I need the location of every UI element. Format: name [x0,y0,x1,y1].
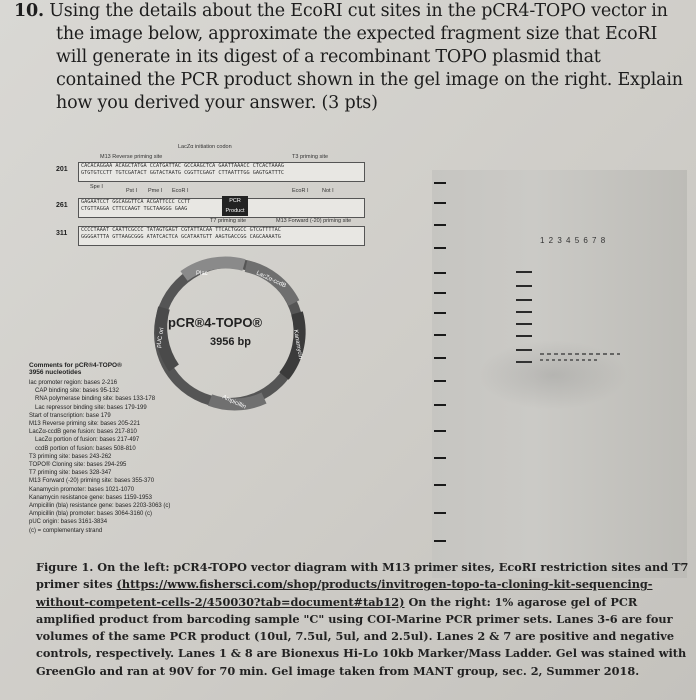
lacz-initiation-label: LacZα initiation codon [178,144,232,150]
t7-priming-label: T7 priming site [210,218,247,224]
comment-line: M13 Forward (-20) priming site: bases 355-370 [29,478,155,485]
comment-line: Ampicillin (bla) resistance gene: bases 2203-3063 (c) [29,503,171,510]
seq-row-number: 201 [56,166,68,173]
seq-line: CCCCTAAAT CAATTCGCCC TATAGTGAGT CGTATTACAA TTCACTGGCC GTCGTTTTAC [81,227,281,233]
comment-line: Start of transcription: base 179 [29,412,111,419]
question-text [14,0,690,115]
comment-line: RNA polymerase binding site: bases 133-178 [35,396,156,403]
comment-line: TOPO® Cloning site: bases 294-295 [29,462,127,469]
lane-numbers: 1 2 3 4 5 6 7 8 [540,236,607,245]
figure-caption [36,559,690,680]
site-label: Pst I [126,188,138,194]
site-label: Pme I [148,188,163,194]
sequence-row [78,162,365,182]
comment-line: M13 Reverse priming site: bases 205-221 [29,421,141,428]
plac-arc [184,262,244,276]
comment-line: T7 priming site: bases 328-347 [29,470,112,477]
question-body: Using the details about the EcoRI cut sites in the pCR4-TOPO vector in the image below, approximate the expected fragment size that EcoRI will generate in its digest of a recombinant TOPO plasmid that contained the PCR product shown in the gel image on the right. Explain how you derived your answer. (3 pts) [49,1,683,113]
vector-map [29,140,365,570]
plasmid-name: pCR®4-TOPO® [168,315,263,330]
comments-subtitle: 3956 nucleotides [29,369,82,376]
lacz-ccdb-label: LacZα-ccdB [255,270,287,290]
question-number: 10. [14,1,44,21]
comment-line: LacZα portion of fusion: bases 217-497 [35,437,140,444]
comment-line: ccdB portion of fusion: bases 508-810 [35,445,136,452]
caption-rest: On the right: 1% agarose gel of PCR amplified product from barcoding sample "C" using COI-Marine PCR primer sets. Lanes 3-6 are four volumes of the same PCR product (10ul, 7.5ul, 5ul, and 2.5ul). Lanes 2 & 7 are positive and negative controls, respectively. Lanes 1 & 8 are Bionexus Hi-Lo 10kb Marker/Mass Ladder. Gel was stained with GreenGlo and ran at 90V for 70 min. Gel image taken from MANT group, sec. 2, Summer 2018. [36,594,687,678]
seq-row-number: 311 [56,230,68,237]
t3-priming-label: T3 priming site [292,154,329,160]
gel-smear [478,340,628,410]
plac-label: Plac [196,271,208,277]
ampicillin-label: Ampicillin [221,394,247,411]
comments-block [29,362,229,535]
seq-line: GGGGATTTA GTTAAGCGGG ATATCACTCA GCATAATGTT AAGTGACCGG CAGCAAAATG [81,234,281,240]
pcr-product-box [222,196,248,216]
caption-link[interactable]: (https://www.fishersci.com/shop/products/invitrogen-topo-ta-cloning-kit-sequencing-without-competent-cells-2/450030?tab=document#tab12) [36,577,653,609]
comment-line: Ampicillin (bla) promoter: bases 3064-3160 (c) [29,511,153,518]
sequence-row [78,226,365,246]
comment-line: CAP binding site: bases 95-132 [35,388,119,395]
seq-row-number: 261 [56,202,68,209]
comment-line: Lac repressor binding site: bases 179-199 [35,404,147,411]
lacz-ccdb-arc [246,266,294,303]
comment-line: T3 priming site: bases 243-262 [29,453,112,460]
kanamycin-label: Kanamycin [292,329,304,360]
comment-line: Kanamycin resistance gene: bases 1159-1953 [29,494,152,501]
comment-line: (c) = complementary strand [29,527,103,534]
ecori-site-label: EcoR I [292,188,309,194]
comments-title: Comments for pCR®4-TOPO® [29,362,122,369]
ecori-site-label: EcoR I [172,188,189,194]
site-label: Spe I [90,184,103,190]
seq-line: CACACAGGAA ACAGCTATGA CCATGATTAC GCCAAGCTCA GAATTAAACC CTCACTAAAG [81,163,285,169]
m13-forward-label: M13 Forward (-20) priming site [276,218,352,224]
caption-lead: Figure 1. On the left: pCR4-TOPO vector diagram with M13 primer sites, EcoRI restriction sites and T7 primer sites [36,560,689,592]
question-block [14,0,690,115]
seq-line: GTGTGTCCTT TGTCGATACT GGTACTAATG CGGTTCGAGT CTTAATTTGG GAGTGATTTC [81,170,285,176]
ladder-marks [432,173,448,553]
plasmid-size: 3956 bp [210,336,251,348]
comment-line: LacZα-ccdB gene fusion: bases 217-810 [29,429,137,436]
pcr-product-label: PCR Product [225,198,245,214]
comment-line: pUC origin: bases 3161-3834 [29,519,108,526]
site-label: Not I [322,188,334,194]
m13-reverse-label: M13 Reverse priming site [100,154,163,160]
seq-line: CTGTTAGGA CTTCCAAGT TGCTAAGGG GAAG [81,206,188,212]
puc-ori-label: pUC ori [156,327,166,349]
comment-line: Kanamycin promoter: bases 1021-1070 [29,486,135,493]
seq-line: GAGAATCCT GGCAGGTTCA ACGATTCCC CCTT [81,199,191,205]
comment-line: lac promoter region: bases 2-216 [29,380,118,386]
